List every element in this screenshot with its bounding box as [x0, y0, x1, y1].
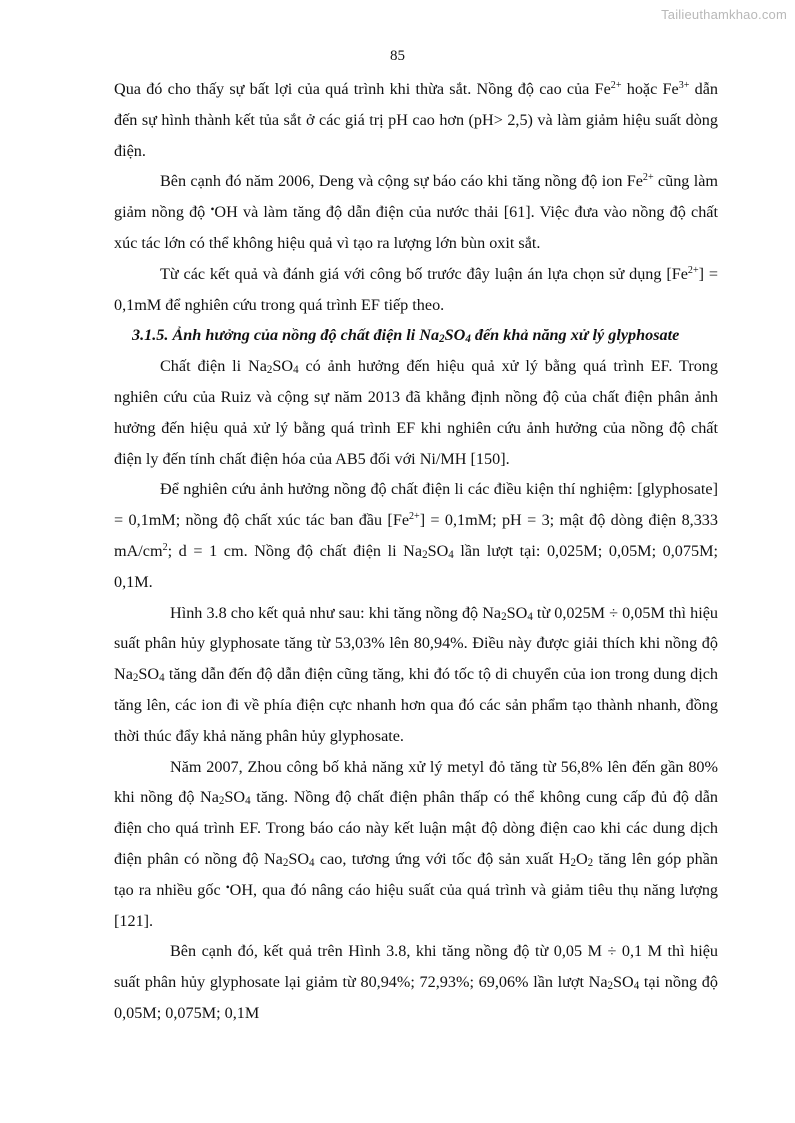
- paragraph-2: Bên cạnh đó năm 2006, Deng và cộng sự báo cáo khi tăng nồng độ ion $Fe^{2+}$ cũng làm giảm nồng độ •OH và làm tăng độ dẫn điện của nước thải [61]. Việc đưa vào nồng độ chất xúc tác lớn có thể không hiệu quả vì tạo ra lượng lớn bùn oxit sắt.: [114, 172, 718, 252]
- document-body: [114, 74, 718, 1029]
- paragraph-4: Chất điện li $Na_2SO_4$ có ảnh hưởng đến hiệu quả xử lý bằng quá trình EF. Trong nghiên cứu của Ruiz và cộng sự năm 2013 đã khẳng định nồng độ của chất điện phân ảnh hưởng đến hiệu quả xử lý bằng quá trình EF khi nghiên cứu ảnh hưởng của nồng độ chất điện ly đến tính chất điện hóa của AB5 đối với Ni/MH [150].: [114, 357, 718, 468]
- watermark: Tailieuthamkhao.com: [661, 7, 787, 22]
- paragraph-8: Bên cạnh đó, kết quả trên Hình 3.8, khi tăng nồng độ từ 0,05 M ÷ 0,1 M thì hiệu suất phân hủy glyphosate lại giảm từ 80,94%; 72,93%; 69,06% lần lượt $Na_2SO_4$ tại nồng độ 0,05M; 0,075M; 0,1M: [114, 942, 718, 1022]
- paragraph-6: Hình 3.8 cho kết quả như sau: khi tăng nồng độ $Na_2SO_4$ từ 0,025M ÷ 0,05M thì hiệu suất phân hủy glyphosate tăng từ 53,03% lên 80,94%. Điều này được giải thích khi nồng độ $Na_2SO_4$ tăng dẫn đến độ dẫn điện cũng tăng, khi đó tốc tộ di chuyển của ion trong dung dịch tăng lên, các ion đi về phía điện cực nhanh hơn qua đó các sản phẩm tạo thành nhanh, đồng thời thúc đẩy khả năng phân hủy glyphosate.: [114, 603, 718, 745]
- section-heading: 3.1.5. Ảnh hưởng của nồng độ chất điện li $Na_2SO_4$ đến khả năng xử lý glyphosate: [132, 326, 680, 346]
- paragraph-1: Qua đó cho thấy sự bất lợi của quá trình khi thừa sắt. Nồng độ cao của $Fe^{2+}$ hoặc $Fe^{3+}$ dẫn đến sự hình thành kết tủa sắt ở các giá trị pH cao hơn (pH> 2,5) và làm giảm hiệu suất dòng điện.: [114, 79, 719, 160]
- paragraph-3: Từ các kết quả và đánh giá với công bố trước đây luận án lựa chọn sử dụng $[Fe^{2+}] = 0,1mM$ để nghiên cứu trong quá trình EF tiếp theo.: [114, 264, 718, 314]
- paragraph-7: Năm 2007, Zhou công bố khả năng xử lý metyl đỏ tăng từ 56,8% lên đến gần 80% khi nồng độ $Na_2SO_4$ tăng. Nồng độ chất điện phân thấp có thể không cung cấp đủ độ dẫn điện cho quá trình EF. Trong báo cáo này kết luận mật độ dòng điện cao khi các dung dịch điện phân có nồng độ $Na_2SO_4$ cao, tương ứng với tốc độ sản xuất $H_2O_2$ tăng lên góp phần tạo ra nhiều gốc •OH, qua đó nâng cáo hiệu suất của quá trình và giảm tiêu thụ năng lượng [121].: [114, 757, 719, 930]
- paragraph-5: Để nghiên cứu ảnh hưởng nồng độ chất điện li các điều kiện thí nghiệm: [glyphosate] = 0,1mM; nồng độ chất xúc tác ban đầu $[Fe^{2+}] = 0,1mM$; pH = 3; mật độ dòng điện 8,333 $mA/cm^2$; d = 1 cm. Nồng độ chất điện li $Na_2SO_4$ lần lượt tại: 0,025M; 0,05M; 0,075M; 0,1M.: [114, 480, 718, 591]
- page-number: 85: [390, 48, 405, 64]
